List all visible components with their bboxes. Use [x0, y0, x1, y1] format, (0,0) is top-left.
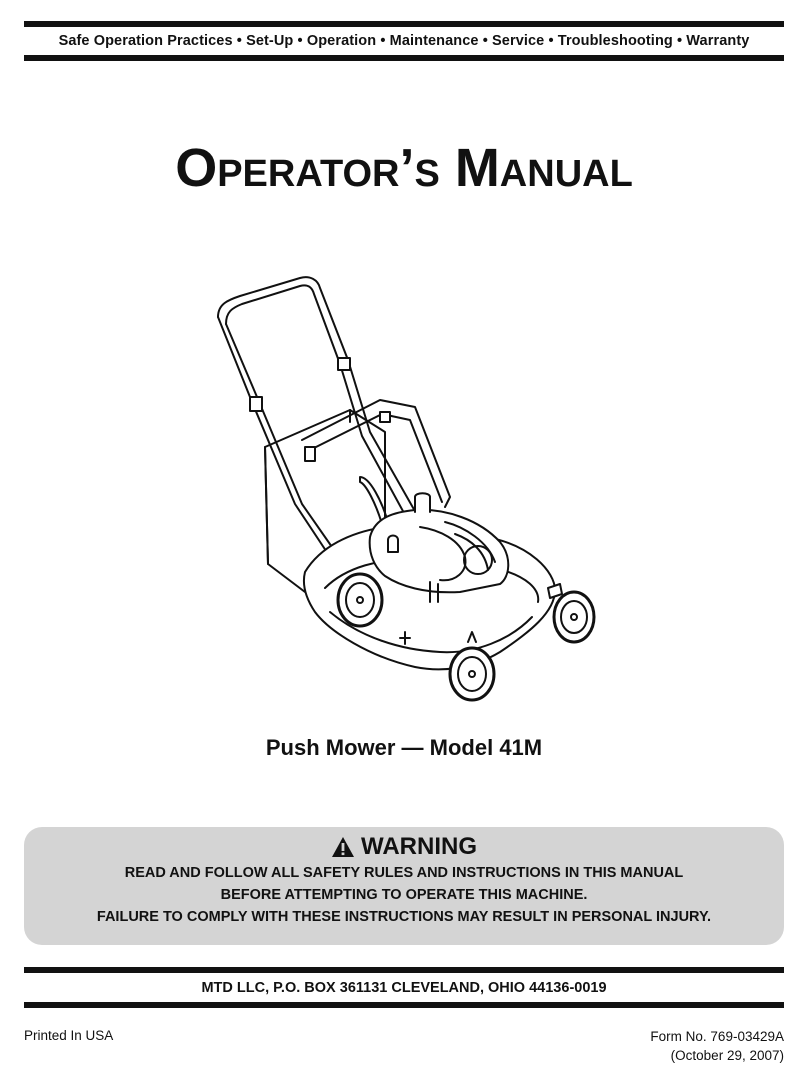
model-heading: Push Mower — Model 41M — [265, 735, 543, 760]
form-number: Form No. 769-03429A — [650, 1029, 784, 1044]
nav-item: Maintenance — [389, 33, 479, 49]
warning-line: FAILURE TO COMPLY WITH THESE INSTRUCTIONS MAY RESULT IN PERSONAL INJURY. — [96, 909, 712, 925]
page-title: Operator’s Manual — [175, 138, 633, 198]
warning-label: WARNING — [361, 833, 477, 860]
printed-in: Printed In USA — [24, 1028, 114, 1043]
warning-line: BEFORE ATTEMPTING TO OPERATE THIS MACHINE. — [220, 887, 588, 903]
warning-triangle-icon — [331, 836, 355, 858]
nav-separator: • — [376, 33, 390, 49]
company-address: MTD LLC, P.O. BOX 361131 CLEVELAND, OHIO 44136-0019 — [201, 979, 607, 996]
footer-rule-lower — [24, 1002, 784, 1008]
nav-separator: • — [478, 33, 493, 49]
nav-item: Warranty — [686, 33, 750, 49]
form-date: (October 29, 2007) — [670, 1048, 784, 1063]
nav-separator: • — [672, 33, 687, 49]
nav-item: Service — [492, 33, 545, 49]
nav-item: Set-Up — [246, 33, 294, 49]
warning-box — [24, 827, 784, 945]
nav-separator: • — [544, 33, 558, 49]
mower-illustration — [210, 272, 610, 712]
section-nav — [24, 27, 784, 55]
form-info — [650, 1027, 784, 1065]
warning-heading — [24, 832, 784, 862]
top-rule-lower — [24, 55, 784, 61]
nav-item: Operation — [306, 33, 377, 49]
nav-separator: • — [232, 33, 247, 49]
nav-separator: • — [293, 33, 307, 49]
nav-item: Safe Operation Practices — [58, 33, 233, 49]
nav-item: Troubleshooting — [557, 33, 673, 49]
warning-line: READ AND FOLLOW ALL SAFETY RULES AND INSTRUCTIONS IN THIS MANUAL — [124, 865, 684, 881]
